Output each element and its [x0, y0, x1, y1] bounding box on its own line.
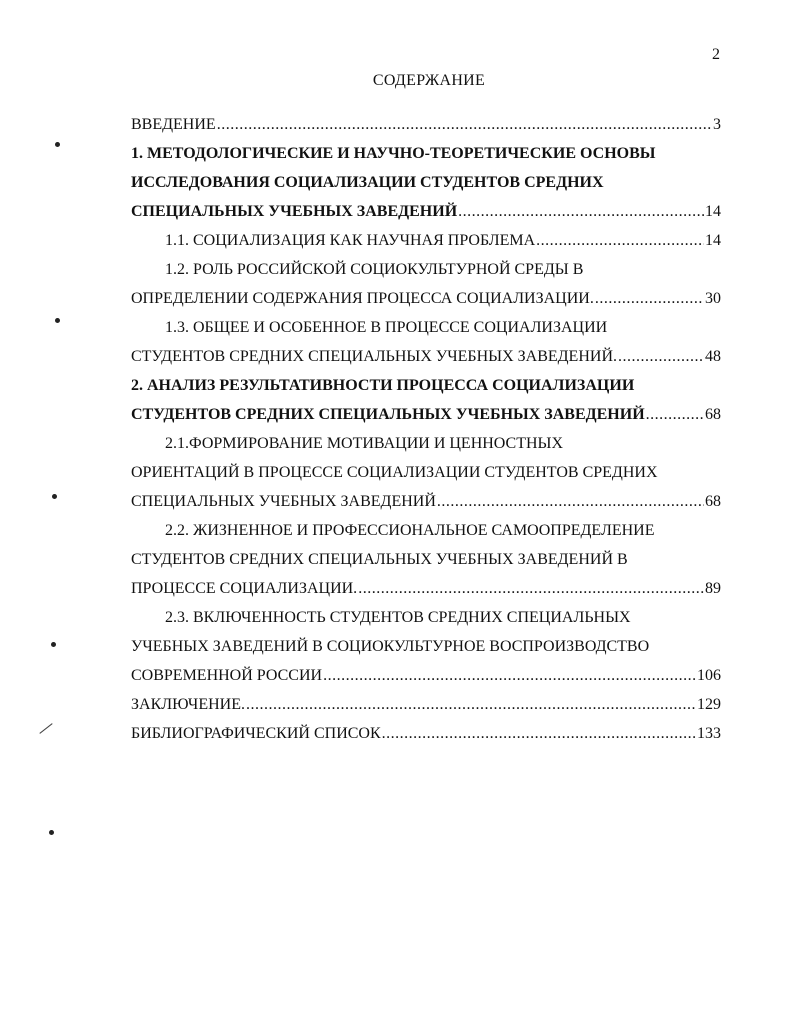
toc-entry: [131, 226, 721, 255]
toc-entry-text: ИССЛЕДОВАНИЯ СОЦИАЛИЗАЦИИ СТУДЕНТОВ СРЕДНИХ: [131, 174, 604, 191]
binding-hole-mark: [55, 142, 60, 147]
toc-line: [131, 516, 721, 545]
toc-entry-text: СПЕЦИАЛЬНЫХ УЧЕБНЫХ ЗАВЕДЕНИЙ: [131, 203, 458, 220]
toc-entry-text: 1.3. ОБЩЕЕ И ОСОБЕННОЕ В ПРОЦЕССЕ СОЦИАЛИЗАЦИИ: [165, 319, 608, 336]
toc-entry: [131, 255, 721, 313]
table-of-contents: [131, 110, 721, 748]
toc-line: [131, 632, 721, 661]
dot-leader: [458, 197, 704, 226]
toc-page-number: 129: [697, 696, 721, 713]
toc-entry: [131, 110, 721, 139]
toc-line: [131, 371, 721, 400]
toc-entry-text: СТУДЕНТОВ СРЕДНИХ СПЕЦИАЛЬНЫХ УЧЕБНЫХ ЗАВЕДЕНИЙ.: [131, 348, 617, 365]
toc-page-number: 14: [705, 203, 721, 220]
toc-entry-text: УЧЕБНЫХ ЗАВЕДЕНИЙ В СОЦИОКУЛЬТУРНОЕ ВОСПРОИЗВОДСТВО: [131, 638, 650, 655]
pencil-mark: [39, 723, 52, 734]
toc-line: [131, 574, 721, 603]
toc-line: [131, 226, 721, 255]
toc-entry-text: ОРИЕНТАЦИЙ В ПРОЦЕССЕ СОЦИАЛИЗАЦИИ СТУДЕНТОВ СРЕДНИХ: [131, 464, 658, 481]
toc-page-number: 30: [705, 290, 721, 307]
binding-hole-mark: [55, 318, 60, 323]
toc-title: СОДЕРЖАНИЕ: [372, 72, 486, 89]
dot-leader: [217, 110, 712, 139]
toc-page-number: 14: [705, 232, 721, 249]
toc-page-number: 68: [705, 493, 721, 510]
binding-hole-mark: [51, 642, 56, 647]
toc-entry-text: 1.2. РОЛЬ РОССИЙСКОЙ СОЦИОКУЛЬТУРНОЙ СРЕДЫ В: [165, 261, 584, 278]
dot-leader: [536, 226, 704, 255]
dot-leader: [358, 574, 704, 603]
dot-leader: [618, 342, 704, 371]
toc-entry-text: СТУДЕНТОВ СРЕДНИХ СПЕЦИАЛЬНЫХ УЧЕБНЫХ ЗАВЕДЕНИЙ В: [131, 551, 628, 568]
toc-entry: [131, 313, 721, 371]
toc-page-number: 133: [697, 725, 721, 742]
toc-line: [131, 429, 721, 458]
toc-line: [131, 313, 721, 342]
toc-entry: [131, 371, 721, 429]
toc-page-number: 106: [697, 667, 721, 684]
dot-leader: [646, 400, 704, 429]
dot-leader: [595, 284, 704, 313]
dot-leader: [437, 487, 704, 516]
toc-entry-text: БИБЛИОГРАФИЧЕСКИЙ СПИСОК: [131, 725, 381, 742]
toc-line: [131, 110, 721, 139]
toc-line: [131, 284, 721, 313]
toc-entry-text: 1.1. СОЦИАЛИЗАЦИЯ КАК НАУЧНАЯ ПРОБЛЕМА: [165, 232, 536, 249]
toc-entry-text: ЗАКЛЮЧЕНИЕ.: [131, 696, 245, 713]
toc-line: [131, 661, 721, 690]
toc-line: [131, 690, 721, 719]
binding-hole-mark: [49, 830, 54, 835]
toc-line: [131, 197, 721, 226]
binding-hole-mark: [52, 494, 57, 499]
toc-page-number: 68: [705, 406, 721, 423]
toc-line: [131, 603, 721, 632]
toc-entry-text: 1. МЕТОДОЛОГИЧЕСКИЕ И НАУЧНО-ТЕОРЕТИЧЕСКИЕ ОСНОВЫ: [131, 145, 656, 162]
toc-entry-text: СТУДЕНТОВ СРЕДНИХ СПЕЦИАЛЬНЫХ УЧЕБНЫХ ЗАВЕДЕНИЙ: [131, 406, 645, 423]
toc-line: [131, 487, 721, 516]
dot-leader: [323, 661, 696, 690]
toc-entry-text: СОВРЕМЕННОЙ РОССИИ: [131, 667, 323, 684]
toc-entry: [131, 719, 721, 748]
toc-line: [131, 255, 721, 284]
toc-entry-text: ВВЕДЕНИЕ: [131, 116, 216, 133]
dot-leader: [382, 719, 696, 748]
toc-entry-text: 2.2. ЖИЗНЕННОЕ И ПРОФЕССИОНАЛЬНОЕ САМООПРЕДЕЛЕНИЕ: [165, 522, 655, 539]
toc-line: [131, 458, 721, 487]
toc-line: [131, 139, 721, 168]
toc-entry-text: 2. АНАЛИЗ РЕЗУЛЬТАТИВНОСТИ ПРОЦЕССА СОЦИАЛИЗАЦИИ: [131, 377, 635, 394]
page-number: 2: [712, 46, 720, 63]
toc-entry: [131, 690, 721, 719]
toc-entry-text: ОПРЕДЕЛЕНИИ СОДЕРЖАНИЯ ПРОЦЕССА СОЦИАЛИЗАЦИИ.: [131, 290, 594, 307]
toc-entry: [131, 603, 721, 690]
toc-line: [131, 400, 721, 429]
toc-page-number: 48: [705, 348, 721, 365]
toc-entry: [131, 429, 721, 516]
toc-entry: [131, 516, 721, 603]
toc-entry: [131, 139, 721, 226]
toc-line: [131, 545, 721, 574]
toc-entry-text: ПРОЦЕССЕ СОЦИАЛИЗАЦИИ.: [131, 580, 358, 597]
dot-leader: [246, 690, 696, 719]
toc-line: [131, 342, 721, 371]
toc-entry-text: СПЕЦИАЛЬНЫХ УЧЕБНЫХ ЗАВЕДЕНИЙ: [131, 493, 436, 510]
toc-page-number: 89: [705, 580, 721, 597]
toc-line: [131, 719, 721, 748]
toc-page-number: 3: [713, 116, 721, 133]
toc-entry-text: 2.3. ВКЛЮЧЕННОСТЬ СТУДЕНТОВ СРЕДНИХ СПЕЦИАЛЬНЫХ: [165, 609, 631, 626]
toc-line: [131, 168, 721, 197]
toc-entry-text: 2.1.ФОРМИРОВАНИЕ МОТИВАЦИИ И ЦЕННОСТНЫХ: [165, 435, 564, 452]
